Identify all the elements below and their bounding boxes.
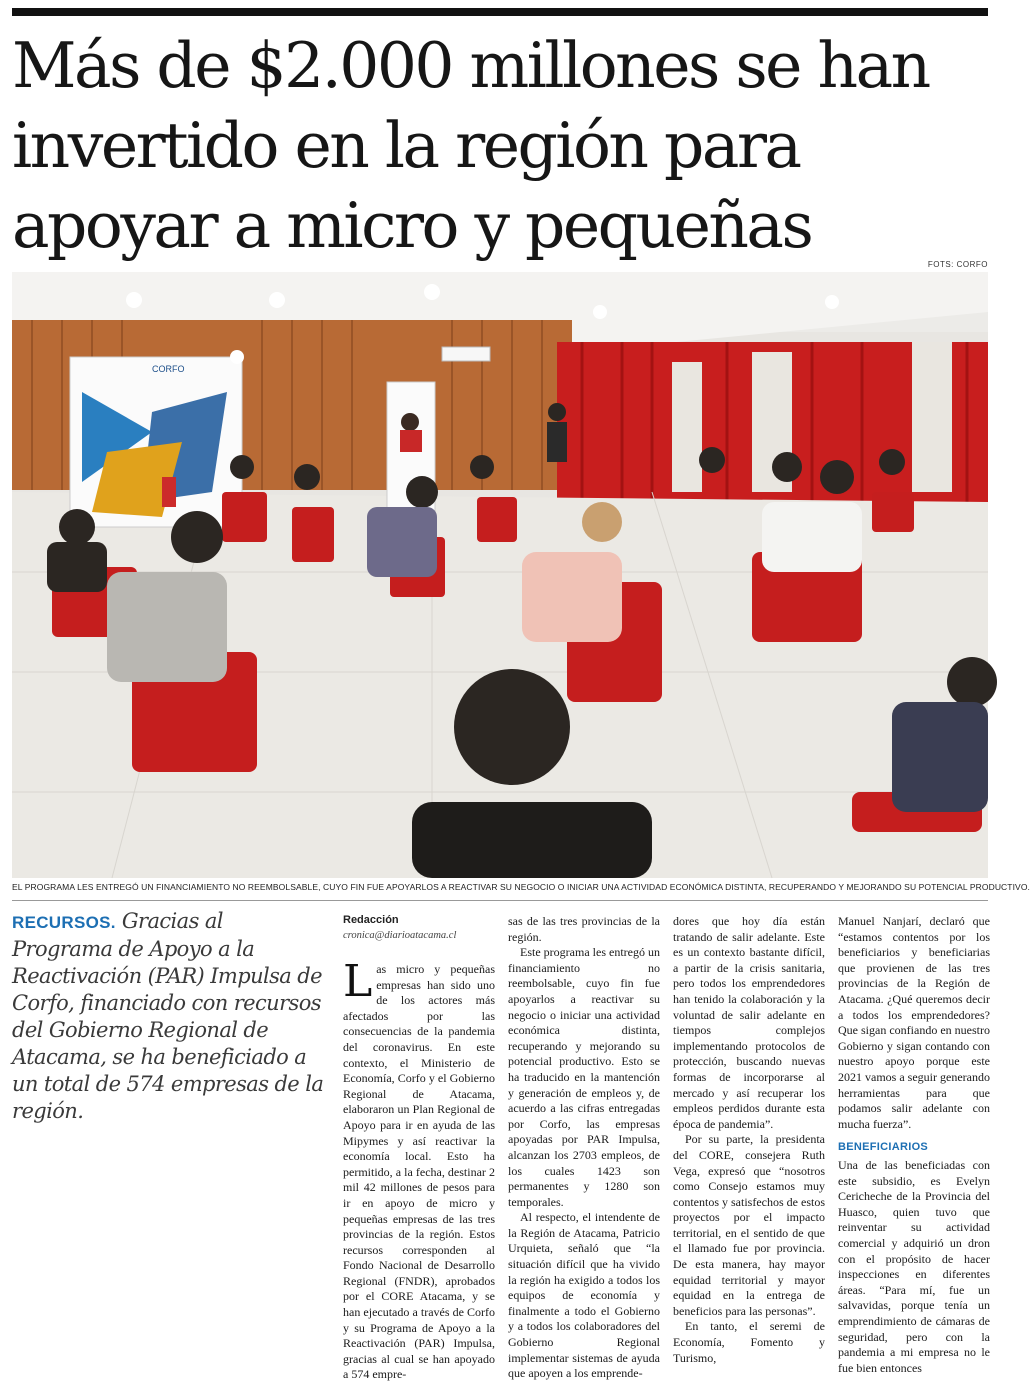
body-column-4 bbox=[838, 914, 990, 1136]
body-paragraph: Manuel Nanjarí, declaró que “estamos contentos por los beneficiarios y beneficiarias que provienen de las tres provincias de la Región de Atacama. ¿Qué queremos decir a todos los emprendedores? Que sigan confiando en nuestro Gobierno y sigan contando con nuestro apoyo porque este 2021 vamos a seguir generando herramientas para que podamos salir adelante con mucha fuerza”. bbox=[838, 914, 990, 1131]
body-column-3 bbox=[673, 914, 825, 1365]
event-photo-illustration bbox=[12, 272, 988, 878]
body-column-5 bbox=[838, 1158, 990, 1375]
top-rule bbox=[12, 8, 988, 16]
headline: Más de $2.000 millones se han invertido en la región para apoyar a micro y pequeñas bbox=[12, 29, 929, 262]
body-paragraph bbox=[343, 956, 495, 1383]
banner-logo-text: CORFO bbox=[152, 364, 185, 374]
photo-credit: FOTS: CORFO bbox=[927, 260, 988, 269]
lead-text: Gracias al Programa de Apoyo a la Reactivación (PAR) Impulsa de Corfo, financiado con recursos del Gobierno Regional de Atacama, se ha beneficiado a un total de 574 empresas de la región. bbox=[12, 909, 324, 1123]
lead-paragraph bbox=[12, 908, 324, 1125]
body-column-2 bbox=[508, 914, 660, 1381]
lead-kicker: RECURSOS. bbox=[12, 913, 116, 932]
body-paragraph: sas de las tres provincias de la región. bbox=[508, 914, 660, 944]
col1-text: as micro y pequeñas empresas han sido uno de los actores más afectados por las consecuencias de la pandemia del coronavirus. En este contexto, el Ministerio de Economía, Corfo y el Gobierno Regional de Atacama, elaboraron un Plan Regional de Apoyo para ir en ayuda de las Mipymes y así reactivar la economía local. Esto ha permitido, a la fecha, destinar 2 mil 42 millones de pesos para ir en apoyo de micro y pequeñas empresas de las tres provincias de la región. Estos recursos corresponden al Fondo Nacional de Desarrollo Regional (FNDR), aprobados por el CORE Atacama, y se han ejecutado a través de Corfo y su Programa de Apoyo a la Reactivación (PAR) Impulsa, gracias al cual se han apoyado a 574 empre- bbox=[343, 962, 495, 1382]
caption-rule bbox=[12, 900, 988, 901]
body-paragraph: Por su parte, la presidenta del CORE, consejera Ruth Vega, expresó que “nosotros como Consejo estamos muy contentos y satisfechos de estos proyectos por el impacto territorial, en el sentido de que el llamado fue por provincia. De esta manera, hay mayor equidad territorial y mayor equidad en la entrega de beneficios para las personas”. bbox=[673, 1132, 825, 1318]
byline-author: Redacción bbox=[343, 914, 399, 926]
event-photo bbox=[12, 272, 988, 878]
body-paragraph: dores que hoy día están tratando de salir adelante. Este es un contexto bastante difícil, a partir de la crisis sanitaria, pero todos los emprendedores han tenido la colaboración y la voluntad de salir adelante en tiempos complejos implementando protocolos de protección, buscando nuevas formas de incorporarse al mercado y así recuperar los empleos perdidos durante esta época de pandemia”. bbox=[673, 914, 825, 1131]
dropcap: L bbox=[343, 956, 373, 1007]
body-paragraph: En tanto, el seremi de Economía, Fomento y Turismo, bbox=[673, 1319, 825, 1365]
byline-email[interactable]: cronica@diarioatacama.cl bbox=[343, 930, 457, 941]
photo-caption: EL PROGRAMA LES ENTREGÓ UN FINANCIAMIENTO NO REEMBOLSABLE, CUYO FIN FUE APOYARLOS A REACTIVAR SU NEGOCIO O INICIAR UNA ACTIVIDAD ECONÓMICA DISTINTA, RECUPERANDO Y MEJORANDO SU POTENCIAL PRODUCTIVO. bbox=[12, 882, 1030, 892]
body-paragraph: Al respecto, el intendente de la Región de Atacama, Patricio Urquieta, señaló que “la situación difícil que ha vivido la región ha exigido a todos los equipos de economía y finalmente a todo el Gobierno y a todos los colaboradores del Gobierno Regional implementar sistemas de ayuda que apoyen a los emprende- bbox=[508, 1210, 660, 1381]
body-column-1 bbox=[343, 956, 495, 1382]
body-paragraph: Una de las beneficiadas con este subsidio, es Evelyn Cericheche de la Provincia del Huasco, quien tuvo que reinventar su actividad comercial y adquirió un dron con el propósito de hacer inspecciones en diferentes áreas. “Para mí, fue un salvavidas, porque tenía un emprendimiento de cámaras de seguridad, pero con la pandemia a mi empresa no le fue bien entonces bbox=[838, 1158, 990, 1375]
body-paragraph: Este programa les entregó un financiamiento no reembolsable, cuyo fin fue apoyarlos a reactivar su negocio o iniciar una actividad económica distinta, recuperando y mejorando su potencial productivo. Esto se ha traducido en la mantención y generación de empleos y, de acuerdo a las cifras entregadas por Corfo, las empresas apoyadas por PAR Impulsa, alcanzan los 2703 empleos, de los cuales 1423 son permanentes y 1280 son temporales. bbox=[508, 945, 660, 1209]
section-subhead: BENEFICIARIOS bbox=[838, 1141, 929, 1153]
